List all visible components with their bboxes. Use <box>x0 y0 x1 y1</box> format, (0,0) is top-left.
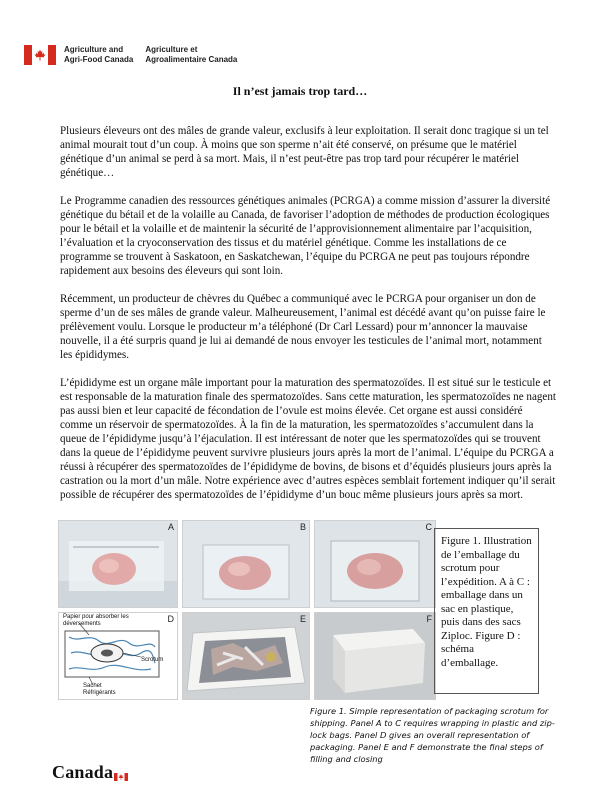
diagram-label-sachet: Sachet Réfrigérants <box>83 683 116 696</box>
paragraph-program: Le Programme canadien des ressources génétiques animales (PCRGA) a comme mission d’assurer la diversité génétique du bétail et de la volaille au Canada, de favoriser l’adoption de méthodes de production écologiques pour le bétail et la volaille et de maintenir la sécurité de l’approvisionnement alimentaire par l’acquisition, l’évaluation et la cryoconservation des tissus et du matériel génétique. Comme les installations de ce programme se trouvent à Saskatoon, en Saskatchewan, l’équipe du PCRGA ne peut pas toujours répondre rapidement aux besoins des éleveurs qui sont loin. <box>60 195 551 277</box>
figure-caption: Figure 1. Simple representation of packaging scrotum for shipping. Panel A to C requires wrapping in plastic and zip-lock bags. Panel D gives an overall representation of packaging. Panel E and F demonstrate the final steps of filling and closing <box>310 706 555 764</box>
diagram-label-absorbent-paper: Papier pour absorber les déversements <box>63 614 129 627</box>
panel-label-a: A <box>167 522 174 532</box>
org-name-french: Agriculture et Agroalimentaire Canada <box>145 45 238 64</box>
photo-panel-f <box>314 612 436 700</box>
article-title: Il n’est jamais trop tard… <box>232 84 368 98</box>
paragraph-epididymis: L’épididyme est un organe mâle important pour la maturation des spermatozoïdes. Il est situé sur le testicule et est responsable de la maturation finale des spermatozoïdes. Sans cette maturation, les spermatozoïdes ne nagent pas aussi bien et leur capacité de fécondation de l’ovule est moins élevée. Cet organe est aussi considéré comme un réservoir de spermatozoïdes. À la fin de la maturation, les spermatozoïdes s’accumulent dans la queue de l’épididyme jusqu’à l’éjaculation. Il est intéressant de noter que les spermatozoïdes qui se trouvent dans la queue de l’épididyme peuvent survivre plusieurs jours après la mort de l’animal. L’équipe du PCRGA a réussi à récupérer des spermatozoïdes de l’épididyme de bovins, de bisons et d’équidés plusieurs jours après la castration ou la mort d’un mâle. Notre expérience avec d’autres espèces semblait fortement indiquer qu’il serait possible de récupérer des spermatozoïdes de l’épididyme d’un bouc même plusieurs jours après sa mort. <box>60 377 556 501</box>
panel-label-b: B <box>299 522 306 532</box>
org-name-english: Agriculture and Agri-Food Canada <box>64 45 134 64</box>
photo-panel-e <box>182 612 310 700</box>
photo-panel-b <box>182 520 310 608</box>
photo-panel-a <box>58 520 178 608</box>
canada-flag-icon <box>24 45 56 65</box>
diagram-label-scrotum: Scrotum <box>141 657 164 663</box>
panel-label-f: F <box>426 614 432 624</box>
article-body <box>60 124 556 516</box>
figure-description-box: Figure 1. Illustration de l’emballage du scrotum pour l’expédition. A à C : emballage dans un sac en plastique, puis dans des sacs Ziploc. Figure D : schéma d’emballage. <box>434 528 539 694</box>
header-banner <box>24 40 237 70</box>
panel-label-c: C <box>425 522 432 532</box>
panel-label-e: E <box>299 614 306 624</box>
paragraph-intro: Plusieurs éleveurs ont des mâles de grande valeur, exclusifs à leur exploitation. Il serait donc tragique si un tel animal mourait tout d’un coup. À moins que son sperme n’ait été conservé, on présume que le matériel génétique d’un animal se perd à sa mort. Mais, il n’est peut-être pas trop tard pour récupérer le matériel génétique… <box>60 125 549 179</box>
paragraph-case: Récemment, un producteur de chèvres du Québec a communiqué avec le PCRGA pour organiser un don de sperme d’un de ses mâles de grande valeur. Malheureusement, l’animal est décédé avant qu’on puisse faire le prélèvement voulu. Lorsque le producteur m’a téléphoné (Dr Carl Lessard) pour m’annoncer la mauvaise nouvelle, il a été surpris quand je lui ai demandé de nous envoyer les testicules de l’animal mort, notamment les épididymes. <box>60 293 546 361</box>
figure-photo-grid <box>58 520 434 698</box>
canada-wordmark: Canada <box>52 762 128 783</box>
wordmark-flag-icon <box>114 765 128 773</box>
panel-label-d: D <box>167 614 174 624</box>
photo-panel-c <box>314 520 436 608</box>
diagram-panel-d <box>58 612 178 700</box>
